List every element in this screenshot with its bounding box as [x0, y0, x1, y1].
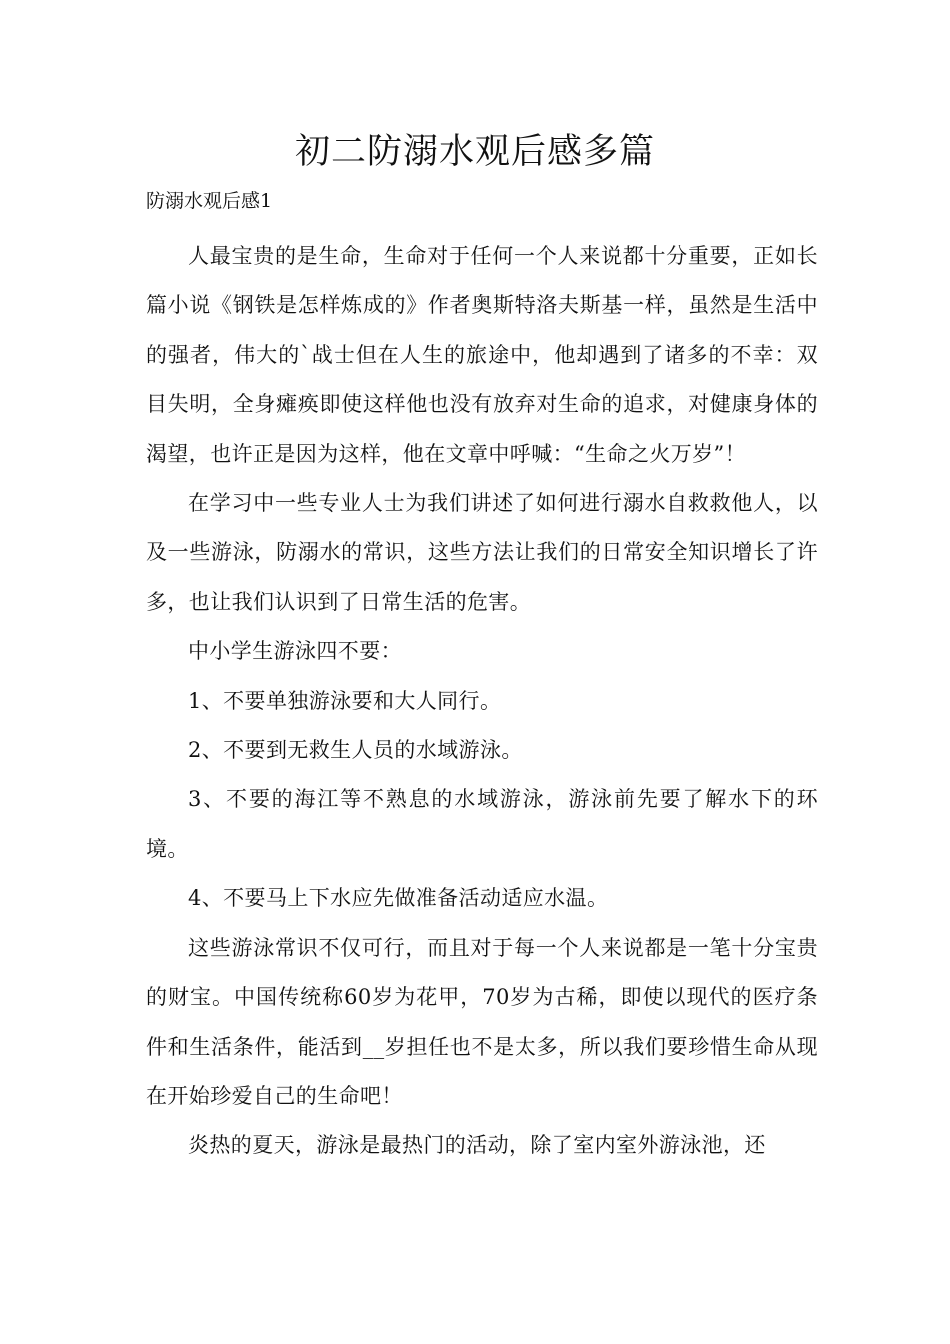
- section-heading: 防溺水观后感1: [146, 190, 273, 212]
- paragraph-4: 炎热的夏天，游泳是最热门的活动，除了室内室外游泳池，还: [188, 1133, 766, 1158]
- list-intro: 中小学生游泳四不要：: [188, 639, 402, 664]
- paragraph-2: 在学习中一些专业人士为我们讲述了如何进行溺水自救救他人，以及一些游泳，防溺水的常识，这些方法让我们的日常安全知识增长了许多，也让我们认识到了日常生活的危害。: [146, 491, 818, 614]
- document-title: 初二防溺水观后感多篇: [294, 132, 655, 172]
- list-item-2: 2、不要到无救生人员的水域游泳。: [188, 738, 523, 763]
- paragraph-1: 人最宝贵的是生命，生命对于任何一个人来说都十分重要，正如长篇小说《钢铁是怎样炼成的》作者奥斯特洛夫斯基一样，虽然是生活中的强者，伟大的`战士但在人生的旅途中，他却遇到了诸多的不幸：双目失明，全身瘫痪即使这样他也没有放弃对生命的追求，对健康身体的渴望，也许正是因为这样，他在文章中呼喊：“生命之火万岁”！: [146, 244, 818, 466]
- list-item-4: 4、不要马上下水应先做准备活动适应水温。: [188, 886, 609, 911]
- document-body: [146, 232, 818, 1171]
- paragraph-3: 这些游泳常识不仅可行，而且对于每一个人来说都是一笔十分宝贵的财宝。中国传统称60岁为花甲，70岁为古稀，即使以现代的医疗条件和生活条件，能活到__岁担任也不是太多，所以我们要珍惜生命从现在开始珍爱自己的生命吧！: [146, 935, 818, 1108]
- list-item-3: 3、不要的海江等不熟息的水域游泳，游泳前先要了解水下的环境。: [146, 787, 818, 861]
- list-item-1: 1、不要单独游泳要和大人同行。: [188, 688, 502, 713]
